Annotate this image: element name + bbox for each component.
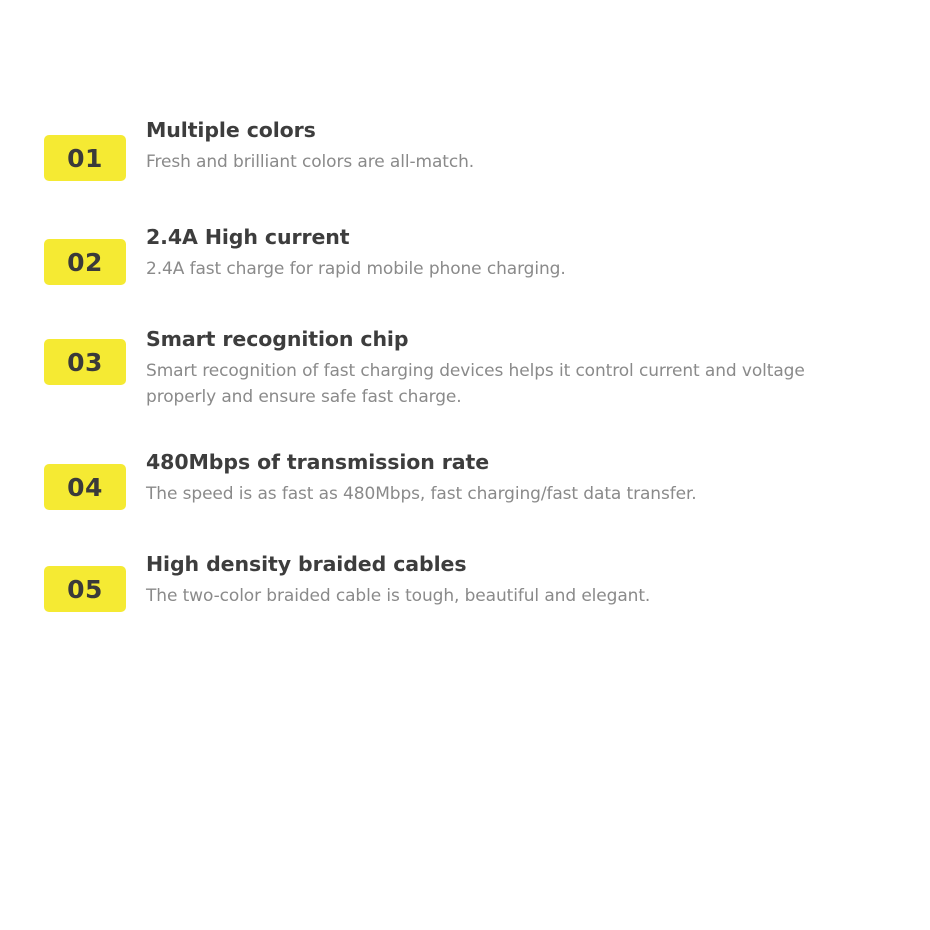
- feature-text-block: [126, 450, 697, 507]
- feature-number-badge: 02: [44, 239, 126, 285]
- list-item: [44, 118, 890, 181]
- feature-title: Multiple colors: [146, 118, 316, 142]
- feature-description: The speed is as fast as 480Mbps, fast charging/fast data transfer.: [146, 483, 697, 504]
- feature-number-badge: 05: [44, 566, 126, 612]
- feature-description: 2.4A fast charge for rapid mobile phone charging.: [146, 258, 566, 279]
- list-item: [44, 225, 890, 285]
- list-item: [44, 327, 890, 410]
- feature-description: The two-color braided cable is tough, beautiful and elegant.: [146, 585, 651, 606]
- feature-title: High density braided cables: [146, 552, 467, 577]
- list-item: [44, 450, 890, 510]
- list-item: [44, 552, 890, 612]
- feature-number-badge: 01: [44, 135, 126, 181]
- feature-description: Fresh and brilliant colors are all-match.: [146, 151, 475, 172]
- feature-list: [44, 118, 890, 612]
- feature-number-badge: 04: [44, 464, 126, 510]
- feature-description: Smart recognition of fast charging devices helps it control current and voltage properly and ensure safe fast charge.: [146, 360, 805, 407]
- feature-text-block: [126, 118, 474, 175]
- feature-number-badge: 03: [44, 339, 126, 385]
- feature-text-block: [126, 552, 650, 609]
- feature-text-block: [126, 327, 846, 410]
- feature-title: 2.4A High current: [146, 225, 350, 249]
- feature-title: Smart recognition chip: [146, 327, 409, 351]
- feature-text-block: [126, 225, 566, 282]
- feature-title: 480Mbps of transmission rate: [146, 450, 490, 475]
